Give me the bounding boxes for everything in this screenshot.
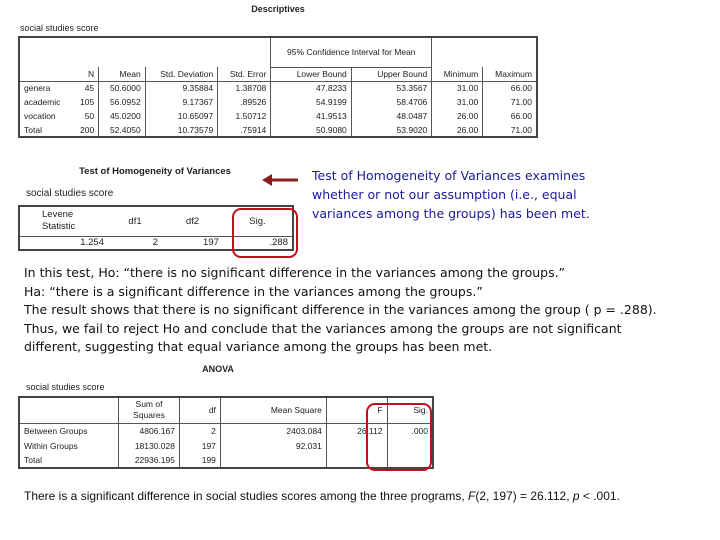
cell: 66.00 xyxy=(483,109,537,123)
cell: 200 xyxy=(79,124,95,135)
cell: .000 xyxy=(387,423,433,438)
cell: 105 xyxy=(79,97,95,107)
header-lower-bound: Lower Bound xyxy=(271,67,352,81)
cell: 56.0952 xyxy=(99,95,146,109)
annotation-text xyxy=(312,166,712,223)
cell: 58.4706 xyxy=(351,95,432,109)
sig-value: .288 xyxy=(269,237,288,249)
header-source xyxy=(19,397,119,423)
cell: 26.112 xyxy=(326,423,387,438)
cell: 52.4050 xyxy=(99,123,146,137)
cell: 10.65097 xyxy=(145,109,217,123)
table-row xyxy=(19,123,537,137)
anova-title: ANOVA xyxy=(202,364,234,374)
annotation-line: variances among the groups) has been met. xyxy=(312,206,590,221)
annotation-line: whether or not our assumption (i.e., equal xyxy=(312,187,577,202)
table-row xyxy=(19,109,537,123)
cell: .89526 xyxy=(218,95,271,109)
row-label: Within Groups xyxy=(24,440,78,451)
explanation-line: Ha: “there is a significant difference in the variances among the groups.” xyxy=(24,283,483,299)
cell: 54.9199 xyxy=(271,95,352,109)
cell: 92.031 xyxy=(220,438,326,453)
cell: 9.35884 xyxy=(145,81,217,95)
row-label: Total xyxy=(24,124,42,135)
cell: 71.00 xyxy=(483,95,537,109)
cell: 1.50712 xyxy=(218,109,271,123)
header-std-error: Std. Error xyxy=(218,67,271,81)
cell: 53.9020 xyxy=(351,123,432,137)
ci-header: 95% Confidence Interval for Mean xyxy=(271,37,432,67)
cell: 10.73579 xyxy=(145,123,217,137)
cell: 2 xyxy=(180,423,221,438)
header-levene: Levene Statistic xyxy=(19,206,108,236)
row-label: vocation xyxy=(24,111,56,121)
header-n: N xyxy=(72,67,99,81)
descriptives-corner xyxy=(19,37,72,67)
explanation-line: In this test, Ho: “there is no significant difference in the variances among the groups.” xyxy=(24,265,566,280)
table-row xyxy=(19,95,537,109)
header-mean: Mean xyxy=(99,67,146,81)
row-label: Between Groups xyxy=(24,425,88,436)
conclusion-part: < .001. xyxy=(579,489,620,503)
descriptives-table xyxy=(18,36,538,138)
cell: 26.00 xyxy=(432,109,483,123)
levene-value: 1.254 xyxy=(80,237,104,249)
anova-sig-highlight-box xyxy=(366,403,432,471)
cell: 66.00 xyxy=(483,81,537,95)
header-std-deviation: Std. Deviation xyxy=(145,67,217,81)
table-row xyxy=(19,81,537,95)
cell: 48.0487 xyxy=(351,109,432,123)
descriptives-title: Descriptives xyxy=(251,4,305,14)
cell: .75914 xyxy=(218,123,271,137)
cell: 2403.084 xyxy=(220,423,326,438)
cell: 18130.028 xyxy=(119,438,180,453)
cell: 199 xyxy=(180,453,221,468)
homogeneity-subtitle: social studies score xyxy=(26,188,114,199)
header-maximum: Maximum xyxy=(483,67,537,81)
header-minimum: Minimum xyxy=(432,67,483,81)
header-mean-square: Mean Square xyxy=(220,397,326,423)
cell: 53.3567 xyxy=(351,81,432,95)
row-label: genera xyxy=(24,83,51,94)
header-df1: df1 xyxy=(108,206,162,236)
anova-subtitle: social studies score xyxy=(26,382,105,392)
explanation-line: Thus, we fail to reject Ho and conclude that the variances among the groups are not significant xyxy=(24,320,622,336)
sig-highlight-box xyxy=(232,208,298,258)
header-sig: Sig. xyxy=(223,206,293,236)
cell: 26.00 xyxy=(432,123,483,137)
cell: 197 xyxy=(180,438,221,453)
cell: 22936.195 xyxy=(119,453,180,468)
cell: 4806.167 xyxy=(119,423,180,438)
cell: 31.00 xyxy=(432,95,483,109)
header-sig: Sig. xyxy=(387,397,433,423)
header-f: F xyxy=(326,397,387,423)
cell: 41.9513 xyxy=(271,109,352,123)
explanation-paragraph xyxy=(24,264,714,357)
row-label: Total xyxy=(24,455,42,465)
conclusion-text xyxy=(24,489,714,503)
df1-value: 2 xyxy=(152,237,159,249)
cell: 45 xyxy=(84,83,95,94)
cell: 71.00 xyxy=(483,123,537,137)
cell: 45.0200 xyxy=(99,109,146,123)
cell: 50.9080 xyxy=(271,123,352,137)
header-df: df xyxy=(180,397,221,423)
cell: 50 xyxy=(84,111,95,121)
left-arrow-icon xyxy=(262,172,300,188)
cell: 9.17367 xyxy=(145,95,217,109)
conclusion-f-symbol: F xyxy=(468,489,476,503)
conclusion-p-symbol: p xyxy=(572,489,580,503)
conclusion-part: (2, 197) = 26.112, xyxy=(475,489,573,503)
header-df2: df2 xyxy=(162,206,223,236)
cell: 47.8233 xyxy=(271,81,352,95)
annotation-line: Test of Homogeneity of Variances examines xyxy=(312,168,586,183)
header-sum-of-squares: Sum of Squares xyxy=(119,397,180,423)
header-upper-bound: Upper Bound xyxy=(351,67,432,81)
cell: 1.38708 xyxy=(218,81,271,95)
header-group xyxy=(19,67,72,81)
explanation-line: The result shows that there is no significant difference in the variances among the group ( p = .288). xyxy=(24,302,657,317)
explanation-line: different, suggesting that equal variance among the groups has been met. xyxy=(24,339,493,354)
cell: 31.00 xyxy=(432,81,483,95)
homogeneity-title: Test of Homogeneity of Variances xyxy=(79,166,231,177)
df2-value: 197 xyxy=(203,237,219,249)
row-label: academic xyxy=(24,97,61,107)
descriptives-header-row xyxy=(19,67,537,81)
descriptives-subtitle: social studies score xyxy=(20,23,99,33)
conclusion-part: There is a significant difference in social studies scores among the three programs, xyxy=(24,489,468,503)
cell xyxy=(220,453,326,468)
cell: 50.6000 xyxy=(99,81,146,95)
